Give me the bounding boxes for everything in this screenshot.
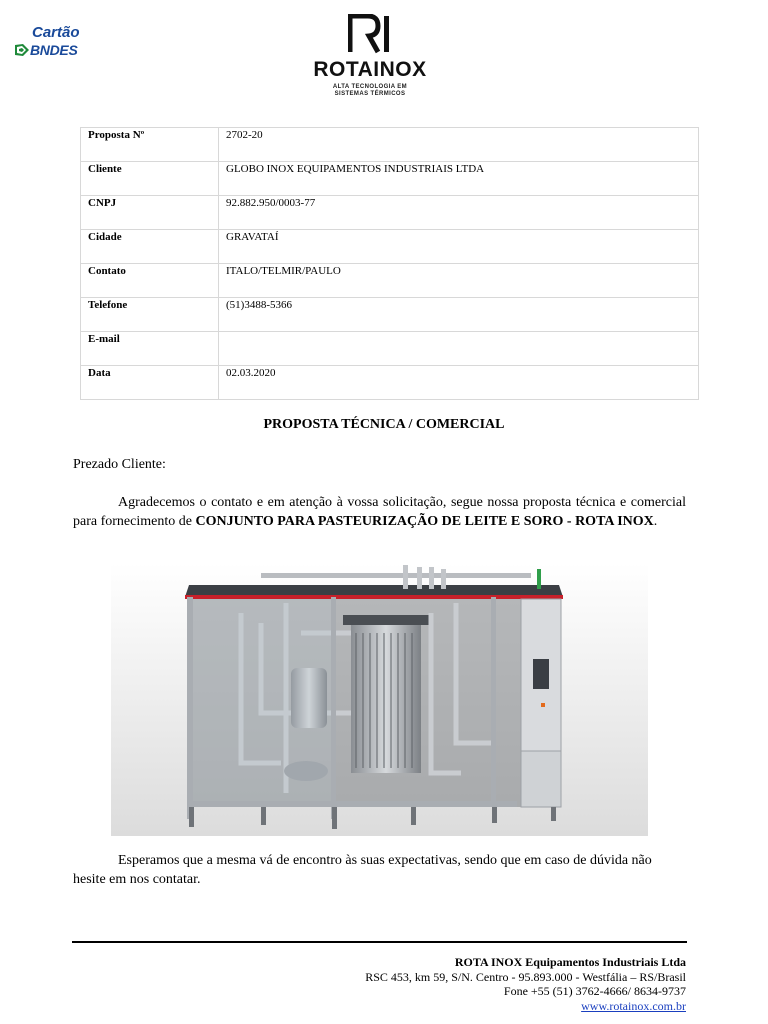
row-label: Cliente xyxy=(81,162,219,196)
row-label: E-mail xyxy=(81,332,219,366)
rotainox-logo xyxy=(300,14,440,110)
footer-website-link[interactable]: www.rotainox.com.br xyxy=(581,998,686,1013)
row-label: Telefone xyxy=(81,298,219,332)
closing-text: Esperamos que a mesma vá de encontro às suas expectativas, sendo que em caso de dúvida não hesite em nos contatar. xyxy=(73,853,652,887)
table-row xyxy=(81,162,699,196)
proposal-info-table xyxy=(80,127,699,400)
footer-divider xyxy=(72,941,687,943)
footer-phone: Fone +55 (51) 3762-4666/ 8634-9737 xyxy=(503,984,686,998)
logo-tagline-1: ALTA TECNOLOGIA EM xyxy=(332,84,408,90)
intro-text: Agradecemos o contato e em atenção à vossa solicitação, segue nossa proposta técnica e comercial para fornecimento de xyxy=(73,495,686,529)
table-row xyxy=(81,128,699,162)
bndes-card-logo xyxy=(14,24,94,60)
intro-paragraph xyxy=(73,493,686,531)
bndes-logo-line2: BNDES xyxy=(30,42,78,58)
logo-tagline-2: SISTEMAS TÉRMICOS xyxy=(334,91,406,97)
row-value: 92.882.950/0003-77 xyxy=(219,196,699,230)
row-value: GRAVATAÍ xyxy=(219,230,699,264)
table-row xyxy=(81,298,699,332)
row-label: Proposta Nº xyxy=(81,128,219,162)
bndes-logo-line1: Cartão xyxy=(32,24,80,41)
table-row xyxy=(81,332,699,366)
intro-end: . xyxy=(653,514,658,529)
row-value: ITALO/TELMIR/PAULO xyxy=(219,264,699,298)
row-value: 2702-20 xyxy=(219,128,699,162)
closing-paragraph xyxy=(73,851,686,889)
ri-monogram-icon xyxy=(348,14,392,54)
table-row xyxy=(81,196,699,230)
footer-company: ROTA INOX Equipamentos Industriais Ltda xyxy=(454,955,686,969)
table-row xyxy=(81,230,699,264)
footer xyxy=(365,955,686,1013)
row-value xyxy=(219,332,699,366)
row-value: (51)3488-5366 xyxy=(219,298,699,332)
product-name: CONJUNTO PARA PASTEURIZAÇÃO DE LEITE E SORO - ROTA INOX xyxy=(195,514,654,529)
logo-brand: ROTAINOX xyxy=(313,58,427,81)
row-label: Data xyxy=(81,366,219,400)
salutation: Prezado Cliente: xyxy=(73,457,166,472)
row-label: Contato xyxy=(81,264,219,298)
pasteurizer-product-image xyxy=(111,563,648,836)
row-label: Cidade xyxy=(81,230,219,264)
bndes-flag-icon xyxy=(14,43,30,57)
footer-address: RSC 453, km 59, S/N. Centro - 95.893.000 - Westfália – RS/Brasil xyxy=(365,969,686,984)
row-value: GLOBO INOX EQUIPAMENTOS INDUSTRIAIS LTDA xyxy=(219,162,699,196)
table-row xyxy=(81,264,699,298)
table-row xyxy=(81,366,699,400)
row-value: 02.03.2020 xyxy=(219,366,699,400)
row-label: CNPJ xyxy=(81,196,219,230)
document-title: PROPOSTA TÉCNICA / COMERCIAL xyxy=(263,417,505,432)
